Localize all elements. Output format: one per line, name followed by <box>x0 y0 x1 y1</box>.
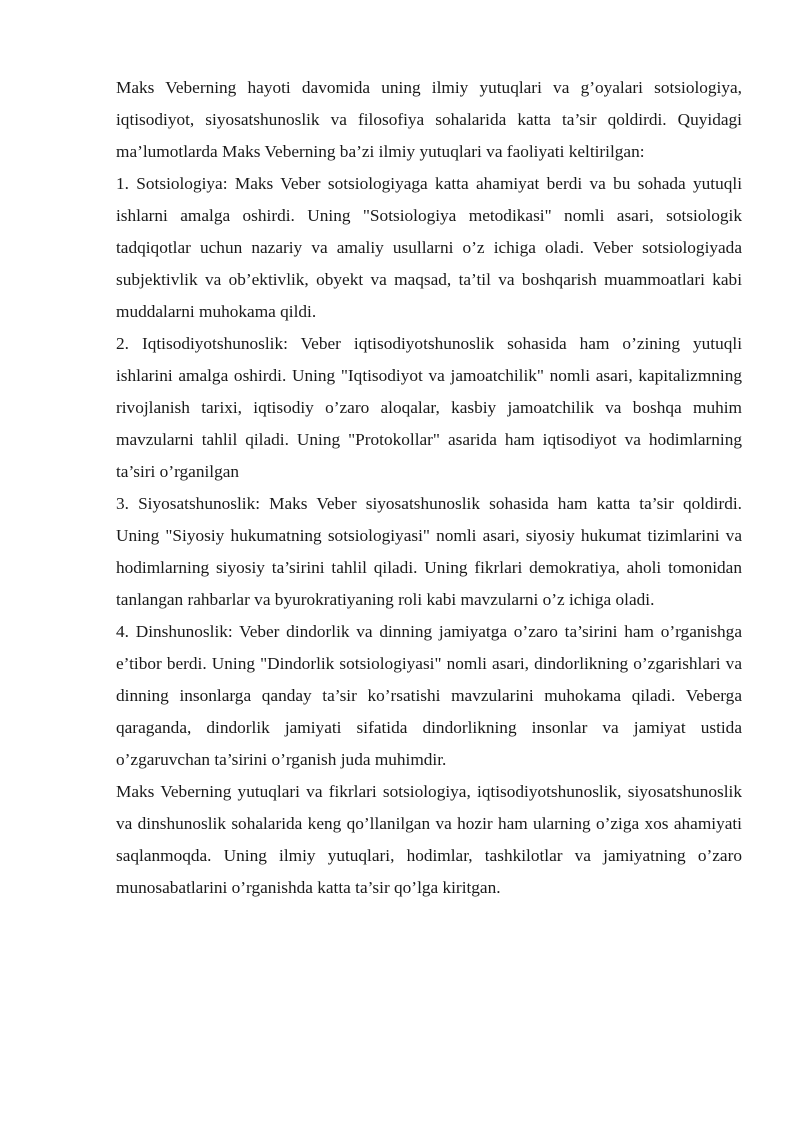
conclusion-paragraph: Maks Veberning yutuqlari va fikrlari sotsiologiya, iqtisodiyotshunoslik, siyosatshunoslik va dinshunoslik sohalarida keng qo’llanilgan va hozir ham ularning o’ziga xos ahamiyati saqlanmoqda. Uning ilmiy yutuqlari, hodimlar, tashkilotlar va jamiyatning o’zaro munosabatlarini o’rganishda katta ta’sir qo’lga kiritgan. <box>116 782 742 897</box>
economics-paragraph: 2. Iqtisodiyotshunoslik: Veber iqtisodiyotshunoslik sohasida ham o’zining yutuqli ishlarini amalga oshirdi. Uning "Iqtisodiyot va jamoatchilik" nomli asari, kapitalizmning rivojlanish tarixi, iqtisodiy o’zaro aloqalar, kasbiy jamoatchilik va boshqa muhim mavzularni tahlil qiladi. Uning "Protokollar" asarida ham iqtisodiyot va hodimlarning ta’siri o’rganilgan <box>116 334 742 481</box>
political-science-paragraph: 3. Siyosatshunoslik: Maks Veber siyosatshunoslik sohasida ham katta ta’sir qoldirdi. Uning "Siyosiy hukumatning sotsiologiyasi" nomli asari, siyosiy hukumat tizimlarini va hodimlarning siyosiy ta’sirini tahlil qiladi. Uning fikrlari demokratiya, aholi tomonidan tanlangan rahbarlar va byurokratiyaning roli kabi mavzularni o’z ichiga oladi. <box>116 494 742 609</box>
intro-paragraph: Maks Veberning hayoti davomida uning ilmiy yutuqlari va g’oyalari sotsiologiya, iqtisodiyot, siyosatshunoslik va filosofiya sohalarida katta ta’sir qoldirdi. Quyidagi ma’lumotlarda Maks Veberning ba’zi ilmiy yutuqlari va faoliyati keltirilgan: <box>116 78 742 161</box>
religious-studies-paragraph: 4. Dinshunoslik: Veber dindorlik va dinning jamiyatga o’zaro ta’sirini ham o’rganishga e’tibor berdi. Uning "Dindorlik sotsiologiyasi" nomli asari, dindorlikning o’zgarishlari va dinning insonlarga qanday ta’sir ko’rsatishi mavzularini muhokama qiladi. Veberga qaraganda, dindorlik jamiyati sifatida dindorlikning insonlar va jamiyat ustida o’zgaruvchan ta’sirini o’rganish juda muhimdir. <box>116 622 742 769</box>
document-body <box>116 72 742 904</box>
sociology-paragraph: 1. Sotsiologiya: Maks Veber sotsiologiyaga katta ahamiyat berdi va bu sohada yutuqli ishlarni amalga oshirdi. Uning "Sotsiologiya metodikasi" nomli asari, sotsiologik tadqiqotlar uchun nazariy va amaliy usullarni o’z ichiga oladi. Veber sotsiologiyada subjektivlik va ob’ektivlik, obyekt va maqsad, ta’til va boshqarish muammoatlari kabi muddalarni muhokama qildi. <box>116 174 742 321</box>
